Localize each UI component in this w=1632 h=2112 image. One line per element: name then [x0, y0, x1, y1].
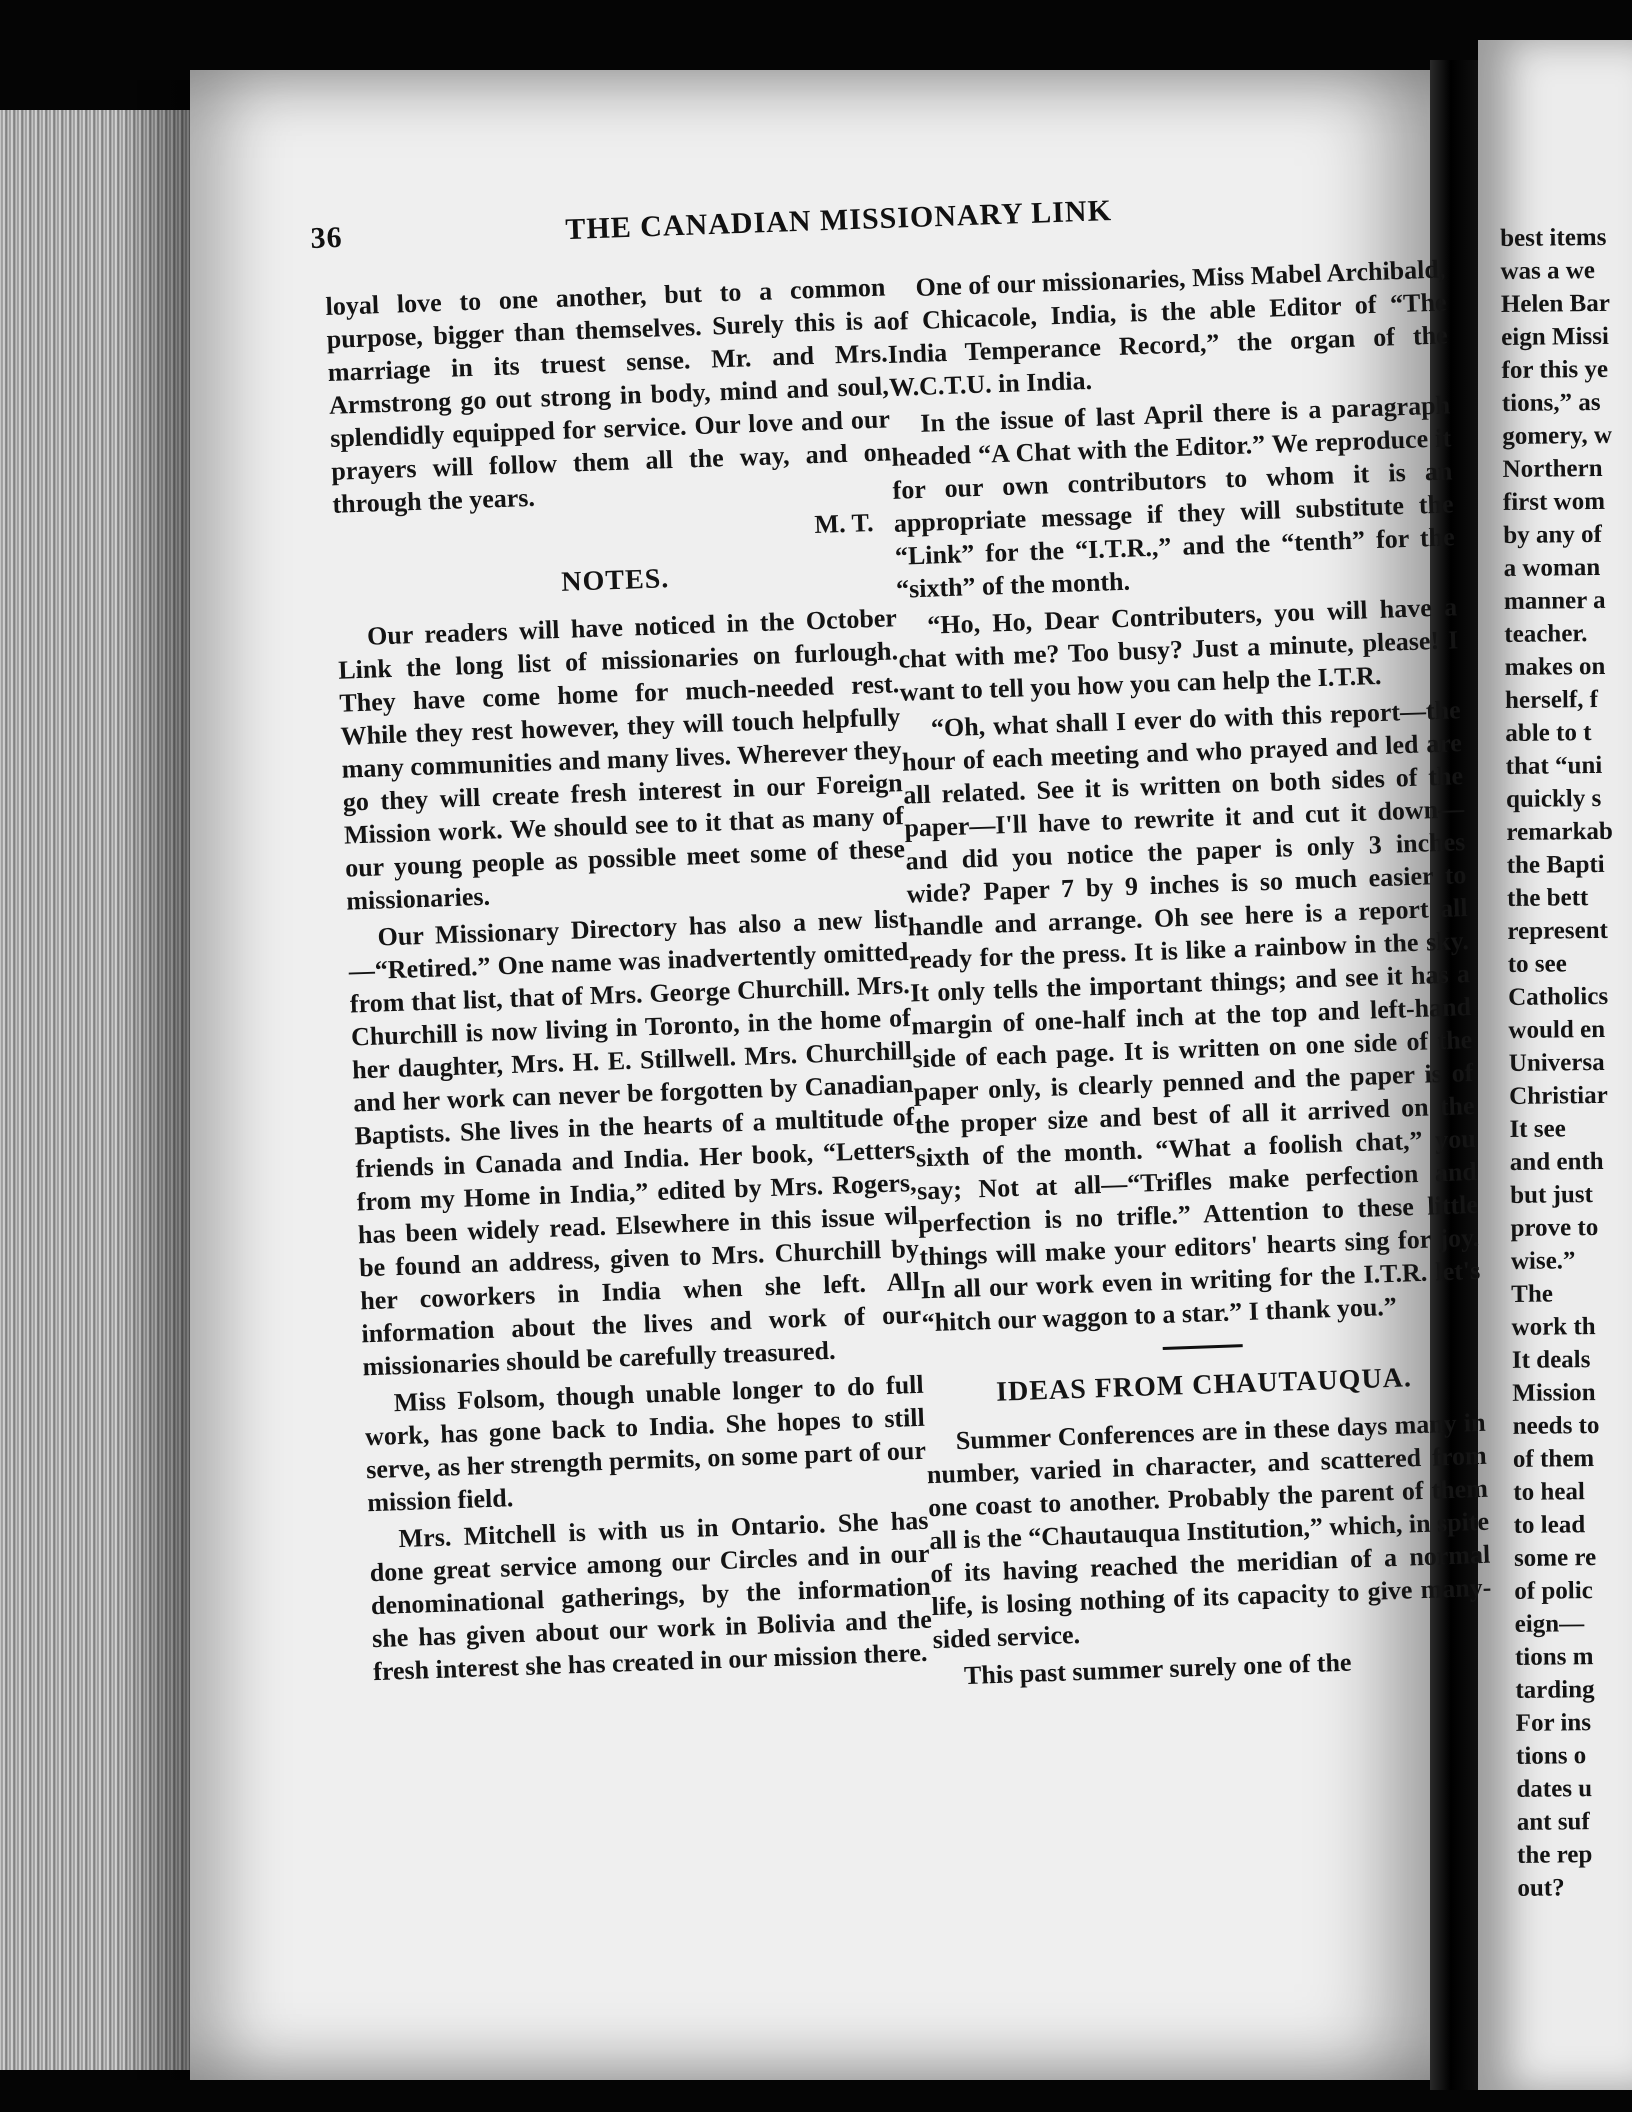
- right-page-text: [1500, 220, 1632, 1905]
- fragment-line: makes on: [1504, 652, 1606, 681]
- fragment-line: manner a: [1503, 586, 1606, 615]
- fragment-line: tions,” as: [1501, 388, 1601, 417]
- chautauqua-paragraph: This past summer surely one of the: [963, 1647, 1352, 1691]
- fragment-line: for this ye: [1501, 355, 1609, 384]
- fragment-line: the Bapti: [1506, 850, 1605, 879]
- fragment-line: that “uni: [1505, 751, 1603, 780]
- fragment-line: tarding: [1515, 1676, 1595, 1704]
- fragment-line: Christiar: [1509, 1081, 1608, 1110]
- fragment-line: out?: [1517, 1874, 1565, 1902]
- fragment-line: of polic: [1514, 1577, 1593, 1605]
- fragment-line: able to t: [1505, 719, 1592, 747]
- fragment-line: For ins: [1515, 1709, 1592, 1737]
- fragment-line: to heal: [1513, 1478, 1585, 1506]
- fragment-line: best items: [1500, 223, 1607, 252]
- chautauqua-paragraph: Summer Conferences are in these days many in number, varied in character, and scattered from one coast to another. Probably the parent of them all is the “Chautauqua Institution,” which, in spite of its having reached the meridian of a normal life, is losing nothing of its capacity to give many-sided service.: [926, 1407, 1492, 1655]
- fragment-line: dates u: [1516, 1775, 1593, 1803]
- fragment-line: needs to: [1512, 1412, 1600, 1440]
- fragment-line: eign—: [1514, 1610, 1585, 1638]
- section-divider: [1163, 1344, 1243, 1350]
- fragment-line: was a we: [1500, 257, 1596, 285]
- fragment-line: to see: [1507, 950, 1567, 978]
- notes-paragraph: Mrs. Mitchell is with us in Ontario. She has done great service among our Circles and in our denominational gatherings, by the information she has given about our work in Bolivia and the fresh interest she has created in our mission there.: [369, 1505, 933, 1687]
- fragment-line: tions m: [1514, 1643, 1594, 1671]
- fragment-line: quickly s: [1505, 784, 1602, 813]
- fragment-line: Northern: [1502, 454, 1603, 483]
- fragment-line: Mission: [1512, 1379, 1596, 1407]
- fragment-line: the rep: [1516, 1841, 1593, 1869]
- fragment-line: by any of: [1503, 520, 1603, 549]
- fragment-line: of them: [1512, 1445, 1595, 1473]
- fragment-line: and enth: [1509, 1147, 1604, 1176]
- fragment-line: It see: [1509, 1115, 1566, 1143]
- notes-paragraph: Our readers will have noticed in the October Link the long list of missionaries on furlough. They have come home for much-needed rest. While they rest however, they will touch helpfully many communities and many lives. Wherever they go they will create fresh interest in our Foreign Mission work. We should see to it that as many of our young people as possible meet some of these missionaries.: [337, 603, 906, 916]
- fragment-line: some re: [1513, 1544, 1597, 1572]
- fragment-line: teacher.: [1504, 620, 1588, 648]
- left-column: [325, 270, 934, 1692]
- fragment-line: eign Missi: [1501, 322, 1610, 351]
- notes-paragraph: Miss Folsom, though unable longer to do full work, has gone back to India. She hopes to still serve, as her strength permits, on some part of our mission field.: [364, 1369, 927, 1518]
- fragment-line: represent: [1507, 916, 1609, 945]
- fragment-line: tions o: [1515, 1742, 1587, 1770]
- article-paragraph: One of our missionaries, Miss Mabel Archibald, of Chicacole, India, is the able Editor of “The India Temperance Record,” the organ of the W.C.T.U. in India.: [886, 254, 1449, 402]
- article-paragraph: “Ho, Ho, Dear Contributers, you will have a chat with me? Too busy? Just a minute, please! I want to tell you how you can help the I.T.R.: [898, 592, 1459, 707]
- fragment-line: but just: [1510, 1181, 1594, 1209]
- fragment-line: herself, f: [1504, 686, 1599, 714]
- fragment-line: work th: [1511, 1313, 1596, 1341]
- right-page-fragment: [1478, 40, 1632, 2090]
- fragment-line: wise.”: [1510, 1247, 1576, 1275]
- fragment-line: Helen Bar: [1500, 289, 1611, 318]
- fragment-line: ant suf: [1516, 1808, 1590, 1836]
- right-column: [885, 252, 1494, 1697]
- fragment-line: Catholics: [1507, 982, 1609, 1011]
- opening-paragraph: loyal love to one another, but to a common purpose, bigger than themselves. Surely this is a marriage in its truest sense. Mr. and Mrs. Armstrong go out strong in body, mind and soul, splendidly equipped for service. Our love and our prayers will follow them all the way, and on through the years.: [325, 272, 892, 519]
- notes-paragraph: Our Missionary Directory has also a new list—“Retired.” One name was inadvertently omitted from that list, that of Mrs. George Churchill. Mrs. Churchill is now living in Toronto, in the home of her daughter, Mrs. H. E. Stillwell. Mrs. Churchill and her work can never be forgotten by Canadian Baptists. She lives in the hearts of a multitude of friends in Canada and India. Her book, “Letters from my Home in India,” edited by Mrs. Rogers, has been widely read. Elsewhere in this issue wil be found an address, given to Mrs. Churchill by her coworkers in India when she left. All information about the lives and work of our missionaries should be carefully treasured.: [348, 904, 922, 1382]
- fragment-line: the bett: [1506, 884, 1589, 912]
- notes-heading: NOTES.: [560, 563, 670, 598]
- fragment-line: remarkab: [1506, 817, 1614, 846]
- fragment-line: Universa: [1508, 1048, 1605, 1077]
- fragment-line: a woman: [1503, 553, 1601, 582]
- fragment-line: first wom: [1502, 487, 1606, 516]
- article-paragraph: In the issue of last April there is a paragraph headed “A Chat with the Editor.” We reproduce it for our own contributors to whom it is an appropriate message if they will substitute the “Link” for the “I.T.R.,” and the “tenth” for the “sixth” of the month.: [890, 390, 1456, 604]
- signature: M. T.: [813, 508, 874, 540]
- fragment-line: The: [1511, 1280, 1554, 1308]
- fragment-line: gomery, w: [1502, 421, 1613, 450]
- fragment-line: to lead: [1513, 1511, 1586, 1539]
- fragment-line: It deals: [1511, 1346, 1591, 1374]
- fragment-line: prove to: [1510, 1214, 1599, 1242]
- magazine-title: THE CANADIAN MISSIONARY LINK: [564, 194, 1113, 247]
- chautauqua-heading: IDEAS FROM CHAUTAUQUA.: [995, 1362, 1413, 1408]
- fragment-line: would en: [1508, 1015, 1606, 1044]
- page-number: 36: [310, 220, 344, 255]
- article-paragraph: “Oh, what shall I ever do with this report—the hour of each meeting and who prayed and led are all related. See it is written on both sides of the paper—I'll have to rewrite it and cut it down—and did you notice the paper is only 3 inches wide? Paper 7 by 9 inches is so much easier to handle and arrange. Oh see here is a report all ready for the press. It is like a rainbow in the sky. It only tells the important things; and see it has a margin of one-half inch at the top and left-hand side of each page. It is written on one side of the paper only, is clearly penned and the paper is of the proper size and best of all it arrived on the sixth of the month. “What a foolish chat,” you say; Not at all—“Trifles make perfection and perfection is no trifle.” Attention to these little things will make your editors' hearts sing for joy. In all our work even in writing for the I.T.R. let's “hitch our waggon to a star.” I thank you.”: [901, 695, 1481, 1338]
